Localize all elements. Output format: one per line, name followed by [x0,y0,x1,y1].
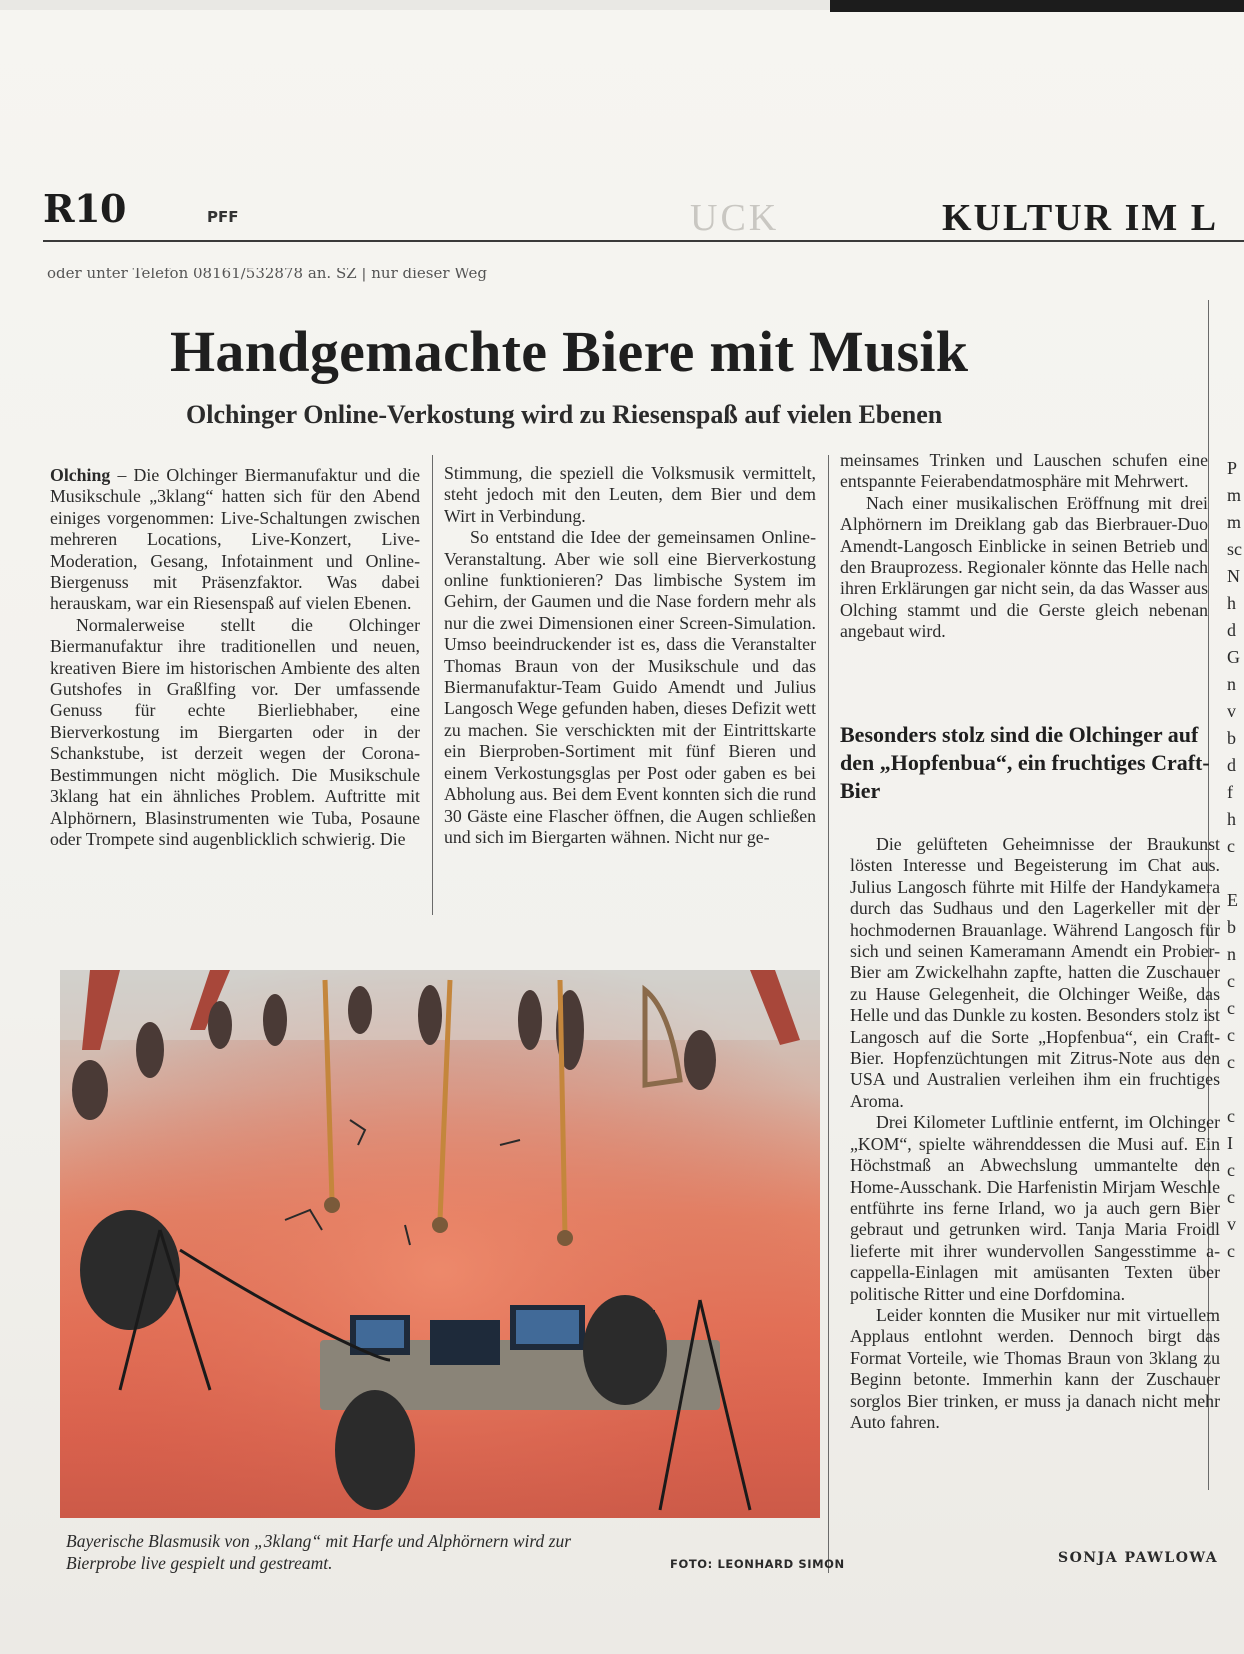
column-rule [828,455,829,1573]
edge-fragment: E [1227,890,1238,910]
edge-fragment: n [1227,944,1236,964]
paragraph: Leider konnten die Musiker nur mit virtuellem Applaus entlohnt werden. Dennoch birgt das Format Vorteile, wie Thomas Braun von 3klang zu Beginn betonte. Immerhin kann der Zuschauer sorglos Bier trinken, er muss ja danach nicht mehr Auto fahren. [850,1304,1220,1432]
edge-fragment: h [1227,809,1236,829]
edge-fragment: d [1227,620,1236,640]
edge-fragment [1227,860,1244,887]
article-column-3-bottom [850,834,1220,1433]
edge-fragment: h [1227,593,1236,613]
edge-fragment: c [1227,1187,1235,1207]
edge-fragment: c [1227,1241,1235,1261]
edge-fragment [1227,1076,1244,1103]
edge-fragment: f [1227,782,1233,802]
subheadline: Olchinger Online-Verkostung wird zu Riesenspaß auf vielen Ebenen [186,400,943,429]
edge-fragment: b [1227,728,1236,748]
edge-fragment: N [1227,566,1240,586]
paragraph: Olching – Die Olchinger Biermanufaktur und die Musikschule „3klang“ hatten sich für den Abend einiges vorgenommen: Live-Schaltungen zwischen mehreren Locations, Live-Konzert, Live-Moderation, Gesang, Infotainment und Online-Biergenuss mit Präsenzfaktor. Was dabei herauskam, war ein Riesenspaß auf vielen Ebenen. [50,465,420,614]
previous-article-fragment: oder unter Telefon 08161/532878 an. SZ | nur dieser Weg [47,268,487,282]
edge-fragment: c [1227,1160,1235,1180]
article-column-1 [50,465,420,850]
edge-fragment: d [1227,755,1236,775]
header-rule [43,240,1244,242]
dateline: Olching [50,465,111,485]
bleed-through-text: UCK [690,197,780,239]
page-number: R10 [43,186,126,231]
edge-fragment: v [1227,701,1236,721]
edge-fragment: c [1227,1052,1235,1072]
edge-fragment: c [1227,1106,1235,1126]
photo-caption: Bayerische Blasmusik von „3klang“ mit Harfe und Alphörnern wird zur Bierprobe live gespielt und gestreamt. [66,1531,572,1573]
headline: Handgemachte Biere mit Musik [170,319,969,384]
edition-code: PFF [207,208,239,226]
paragraph: Die gelüfteten Geheimnisse der Braukunst lösten Interesse und Begeisterung im Chat aus. Julius Langosch führte mit Hilfe der Handykamera durch das Sudhaus und den Lagerkeller mit der hochmodernen Brauanlage. Während Langosch für sich und seinen Kameramann Amendt ein Probier-Bier am Zwickelhahn zapfte, hatten die Zuschauer zu Hause Gelegenheit, die Olchinger Weiße, das Helle und das Dunkle zu kosten. Besonders stolz ist Langosch auf die Sorte „Hopfenbua“, ein Craft-Bier. Hopfenzüchtungen mit Zitrus-Note aus den USA und Australien verleihen ihm ein fruchtiges Aroma. [850,834,1220,1111]
edge-fragment: sc [1227,539,1242,559]
paragraph: Drei Kilometer Luftlinie entfernt, im Olchinger „KOM“, spielte währenddessen die Musi auf. Ein Höchstmaß an Abwechslung ummantelte den Home-Ausschank. Die Harfenistin Mirjam Weschle entführte ins ferne Irland, wo ja auch gern Bier gebraut und getrunken wird. Tanja Maria Froidl lieferte mit ihrer wundervollen Sangesstimme a-cappella-Einlagen mit amüsanten Texten über politische Ritter und eine Dorfdomina. [850,1112,1220,1304]
edge-fragment: m [1227,485,1242,505]
paragraph: Nach einer musikalischen Eröffnung mit drei Alphörnern im Dreiklang gab das Bierbrauer-Duo Amendt-Langosch Einblicke in seinen Betrieb und den Brauprozess. Regionaler könnte das Helle nach ihren Erklärungen gar nicht sein, da das Wasser aus Olching stammt und die Gerste gleich nebenan angebaut wird. [840,492,1208,642]
edge-fragment: b [1227,917,1236,937]
article-photo [60,970,820,1518]
edge-fragment: c [1227,998,1235,1018]
paragraph: So entstand die Idee der gemeinsamen Online-Veranstaltung. Aber wie soll eine Bierverkostung online funktionieren? Das limbische System im Gehirn, der Gaumen und die Nase fordern mehr als nur die zwei Dimensionen einer Screen-Simulation. Umso beeindruckender ist es, dass die Veranstalter Thomas Braun von der Musikschule und das Biermanufaktur-Team Guido Amendt und Julius Langosch Wege gefunden haben, dieses Defizit wett zu machen. Sie verschickten mit der Eintrittskarte ein Bierproben-Sortiment mit fünf Bieren und einem Verkostungsglas per Post oder gaben es bei Abholung aus. Bei dem Event konnten sich die rund 30 Gäste eine Flascher öffnen, die Augen schließen und sich im Biergarten wähnen. Nicht nur ge- [444,527,817,847]
author-byline: SONJA PAWLOWA [1058,1550,1219,1566]
article-column-3-top [840,450,1208,643]
photo-credit: FOTO: LEONHARD SIMON [670,1557,845,1571]
edge-fragment: G [1227,647,1240,667]
edge-fragment: m [1227,512,1242,532]
edge-fragment: v [1227,1214,1236,1234]
edge-fragment: n [1227,674,1236,694]
column-rule [432,455,433,915]
scan-dark-edge [830,0,1244,12]
edge-fragment: c [1227,971,1235,991]
section-title: KULTUR IM L [942,197,1219,239]
intertitle: Besonders stolz sind die Olchinger auf den „Hopfenbua“, ein fruchtiges Craft-Bier [840,722,1210,803]
edge-fragment: c [1227,836,1235,856]
paragraph: Normalerweise stellt die Olchinger Biermanufaktur ihre traditionellen und neuen, kreativen Biere im historischen Ambiente des alten Gutshofes in Graßlfing vor. Der umfassende Genuss für echte Bierliebhaber, eine Bierverkostung im Biergarten oder in der Schankstube, ist derzeit wegen der Corona-Bestimmungen nicht möglich. Die Musikschule 3klang hat ein ähnliches Problem. Auftritte mit Alphörnern, Blasinstrumenten wie Tuba, Posaune oder Trompete sind augenblicklich schwierig. Die [50,614,420,849]
paragraph: Stimmung, die speziell die Volksmusik vermittelt, steht jedoch mit den Leuten, dem Bier und dem Wirt in Verbindung. [444,463,816,526]
article-column-2 [444,463,816,848]
edge-fragment: I [1227,1133,1233,1153]
edge-fragment: c [1227,1025,1235,1045]
concert-photo-illustration [60,970,820,1518]
adjacent-article-edge [1227,455,1244,1265]
edge-fragment: P [1227,458,1238,478]
paragraph: meinsames Trinken und Lauschen schufen eine entspannte Feierabendatmosphäre mit Mehrwert. [840,450,1208,492]
